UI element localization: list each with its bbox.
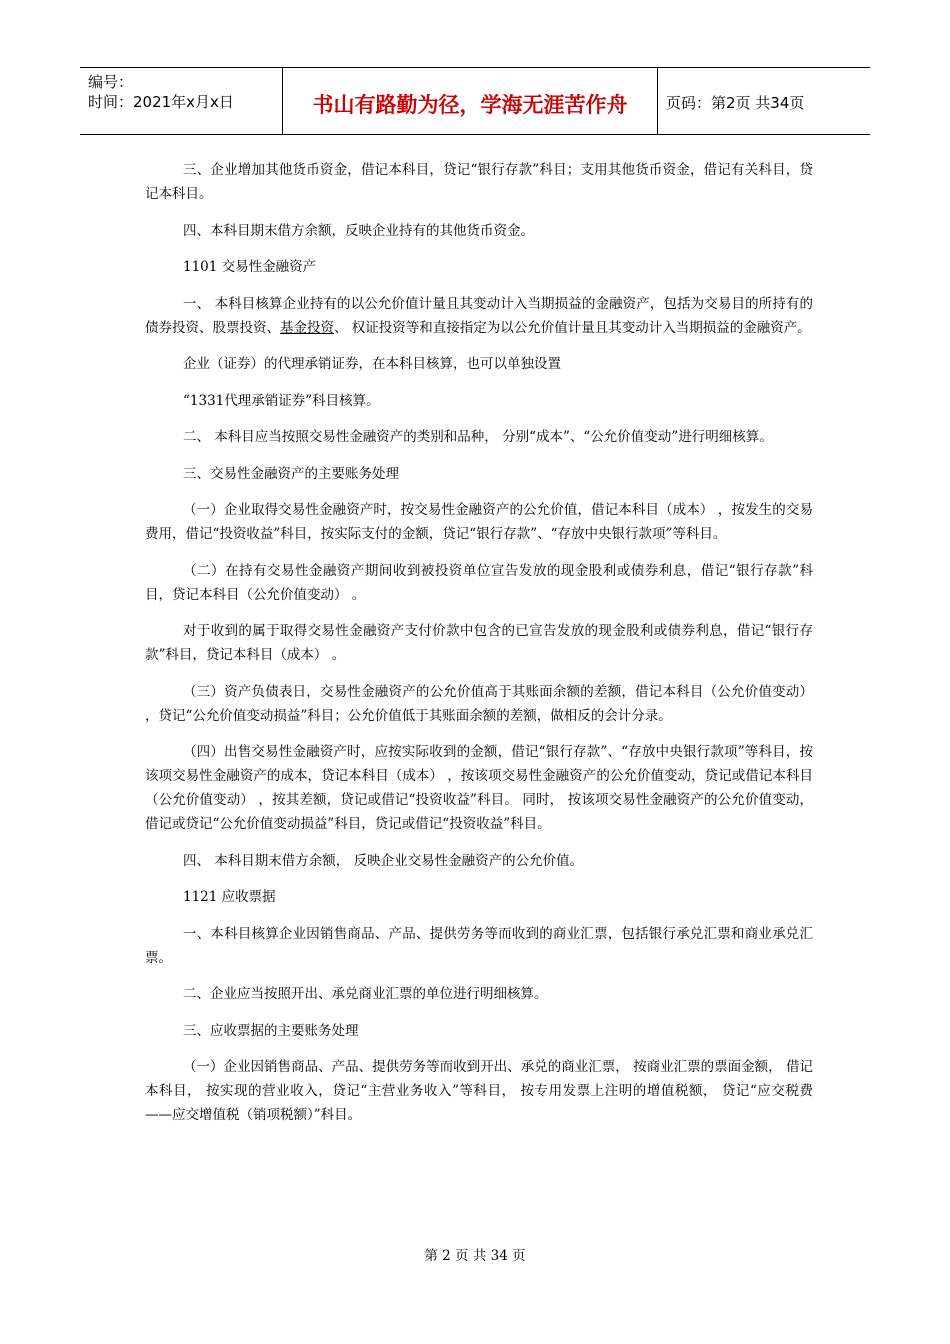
- paragraph-10: （二）在持有交易性金融资产期间收到被投资单位宣告发放的现金股利或债券利息，借记“银行存款”科目，贷记本科目（公允价值变动） 。: [145, 562, 813, 603]
- paragraph-2: 四、本科目期末借方余额，反映企业持有的其他货币资金。: [183, 222, 534, 239]
- paragraph-4-part-a: 一、 本科目核算企业持有的以公允价值计量且其变动计入当期损益的金融资产，包括为交易目的所持有的债券投资、股票投资、: [145, 295, 813, 336]
- paragraph-7: 二、 本科目应当按照交易性金融资产的类别和品种， 分别“成本”、“公允价值变动”进行明细核算。: [183, 429, 773, 445]
- paragraph-13: （四）出售交易性金融资产时，应按实际收到的金额，借记“银行存款”、“存放中央银行款项”等科目，按该项交易性金融资产的成本，贷记本科目（成本） ，按该项交易性金融资产的公允价值变动，贷记或借记本科目（公允价值变动） ，按其差额，贷记或借记“投资收益”科目。 同时， 按该项交易性金融资产的公允价值变动， 借记或贷记“公允价值变动损益”科目，贷记或借记“投资收益”科目。: [145, 744, 813, 832]
- paragraph-5: 企业（证券）的代理承销证券，在本科目核算，也可以单独设置: [183, 356, 561, 372]
- paragraph-17: 二、企业应当按照开出、承兑商业汇票的单位进行明细核算。: [183, 986, 548, 1002]
- paragraph-14: 四、 本科目期末借方余额， 反映企业交易性金融资产的公允价值。: [183, 852, 584, 869]
- page-footer: 第 2 页 共 34 页: [424, 1248, 526, 1264]
- header-page-label: 页码：第2页 共34页: [666, 93, 805, 112]
- header-motto: 书山有路勤为径，学海无涯苦作舟: [282, 68, 658, 134]
- header-meta: [80, 68, 282, 134]
- fund-investment-link[interactable]: 基金投资: [280, 319, 334, 336]
- paragraph-18: 三、应收票据的主要账务处理: [183, 1022, 359, 1039]
- document-body: [145, 158, 813, 1140]
- section-heading-1121: 1121 应收票据: [183, 889, 276, 905]
- paragraph-9: （一）企业取得交易性金融资产时，按交易性金融资产的公允价值，借记本科目（成本） ，按发生的交易费用，借记“投资收益”科目，按实际支付的金额，贷记“银行存款”、“存放中央银行款项”等科目。: [145, 502, 813, 542]
- page-header: [80, 67, 870, 135]
- paragraph-16: 一、本科目核算企业因销售商品、产品、提供劳务等而收到的商业汇票，包括银行承兑汇票和商业承兑汇票。: [145, 925, 813, 966]
- paragraph-6: “1331代理承销证券”科目核算。: [183, 392, 380, 409]
- paragraph-4: [145, 292, 813, 340]
- paragraph-1: 三、企业增加其他货币资金，借记本科目，贷记“银行存款”科目；支用其他货币资金，借记有关科目，贷记本科目。: [145, 162, 813, 202]
- header-number-label: 编号：: [88, 73, 134, 91]
- section-heading-1101: 1101 交易性金融资产: [183, 259, 317, 275]
- paragraph-19: （一）企业因销售商品、产品、提供劳务等而收到开出、承兑的商业汇票， 按商业汇票的票面金额， 借记本科目， 按实现的营业收入，贷记“主营业务收入”等科目， 按专用发票上注明的增值税额， 贷记“应交税费——应交增值税（销项税额）”科目。: [145, 1059, 813, 1123]
- paragraph-11: 对于收到的属于取得交易性金融资产支付价款中包含的已宣告发放的现金股利或债券利息，借记“银行存款”科目，贷记本科目（成本） 。: [145, 623, 813, 663]
- paragraph-12: （三）资产负债表日，交易性金融资产的公允价值高于其账面余额的差额，借记本科目（公允价值变动） ，贷记“公允价值变动损益”科目；公允价值低于其账面余额的差额，做相反的会计分录。: [145, 683, 813, 724]
- paragraph-4-part-b: 、 权证投资等和直接指定为以公允价值计量且其变动计入当期损益的金融资产。: [334, 319, 811, 336]
- paragraph-8: 三、交易性金融资产的主要账务处理: [183, 465, 399, 482]
- header-time-label: 时间：2021年x月x日: [88, 93, 234, 111]
